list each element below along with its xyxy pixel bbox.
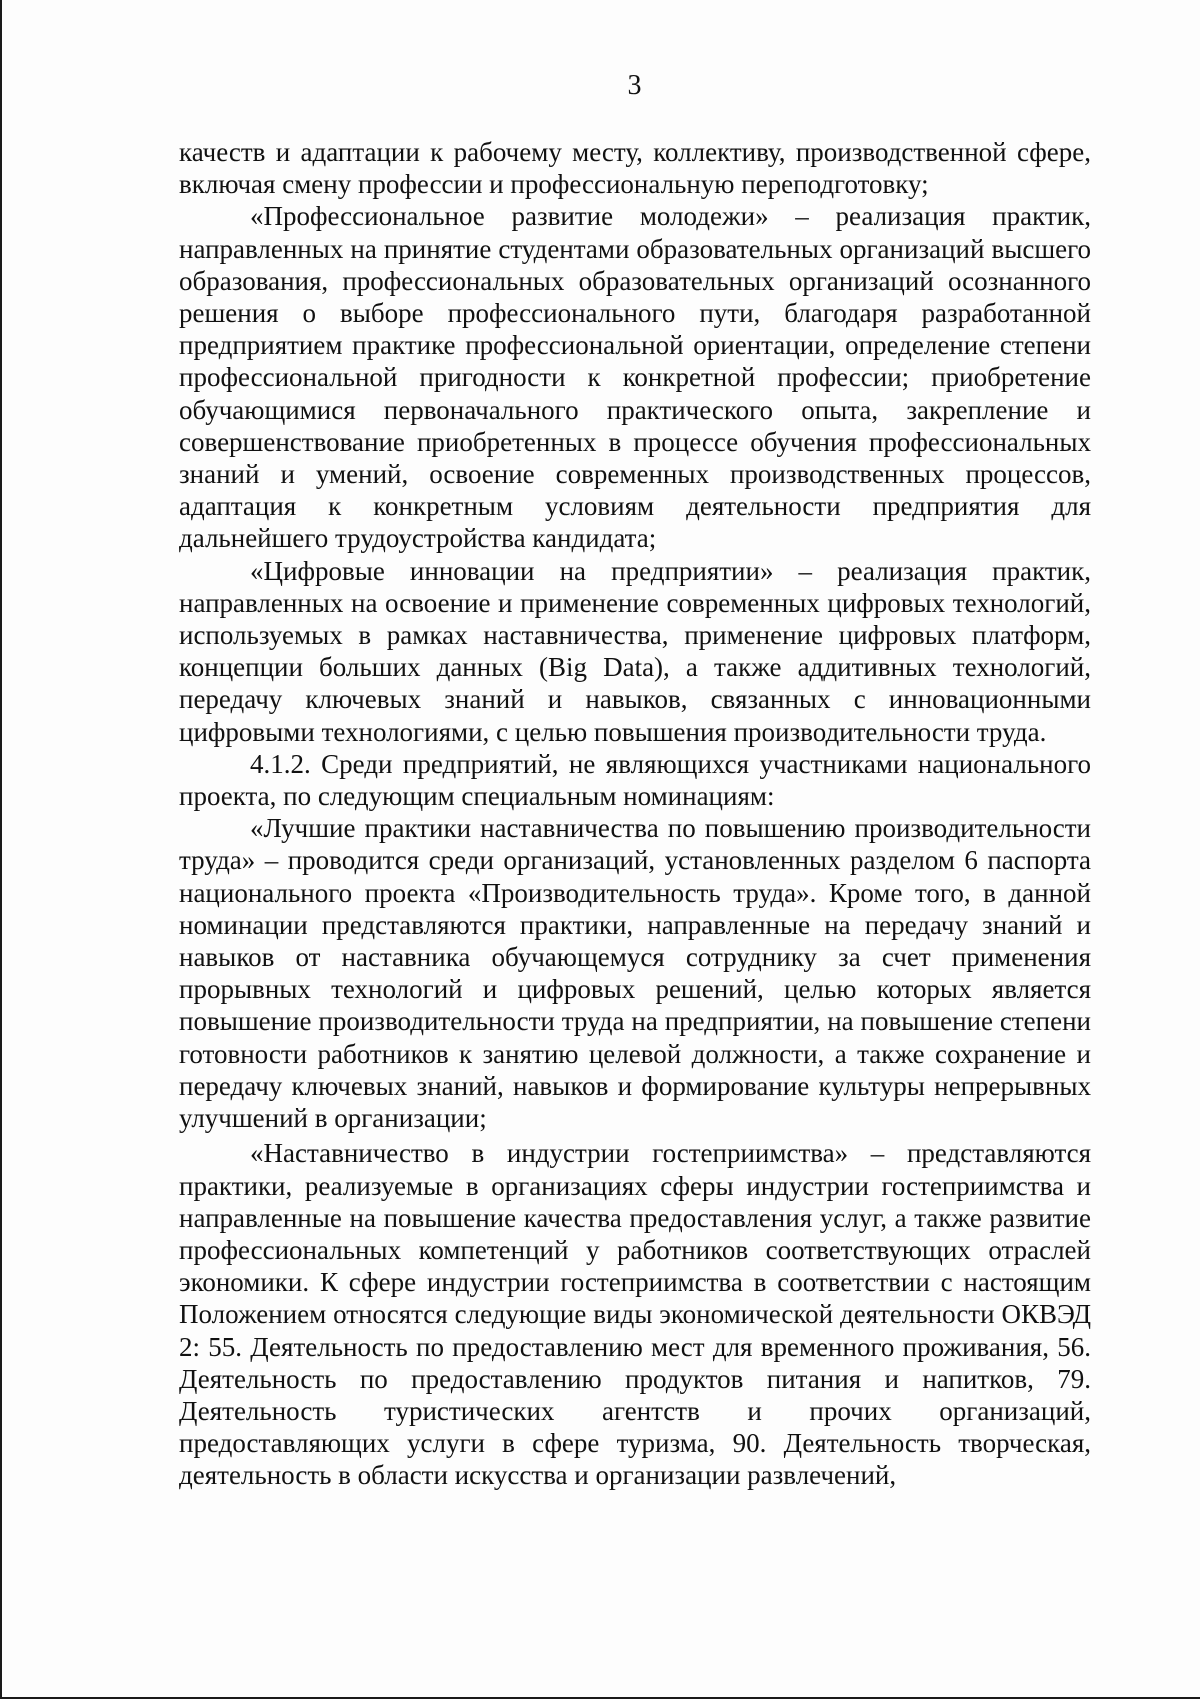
document-body <box>179 136 1091 1492</box>
paragraph-digital-innovation: «Цифровые инновации на предприятии» – реализация практик, направленных на освоение и применение современных цифровых технологий, используемых в рамках наставничества, применение цифровых платформ, концепции больших данных (Big Data), а также аддитивных технологий, передачу ключевых знаний и навыков, связанных с инновационными цифровыми технологиями, с целью повышения производительности труда. <box>179 555 1091 747</box>
paragraph-hospitality: «Наставничество в индустрии гостеприимства» – представляются практики, реализуемые в организациях сферы индустрии гостеприимства и направленные на повышение качества предоставления услуг, а также развитие профессиональных компетенций у работников соответствующих отраслей экономики. К сфере индустрии гостеприимства в соответствии с настоящим Положением относятся следующие виды экономической деятельности ОКВЭД 2: 55. Деятельность по предоставлению мест для временного проживания, 56. Деятельность по предоставлению продуктов питания и напитков, 79. Деятельность туристических агентств и прочих организаций, предоставляющих услуги в сфере туризма, 90. Деятельность творческая, деятельность в области искусства и организации развлечений, <box>179 1138 1091 1491</box>
paragraph-youth-development: «Профессиональное развитие молодежи» – реализация практик, направленных на принятие студентами образовательных организаций высшего образования, профессиональных образовательных организаций осознанного решения о выборе профессионального пути, благодаря разработанной предприятием практике профессиональной ориентации, определение степени профессиональной пригодности к конкретной профессии; приобретение обучающимися первоначального практического опыта, закрепление и совершенствование приобретенных в процессе обучения профессиональных знаний и умений, освоение современных производственных процессов, адаптация к конкретным условиям деятельности предприятия для дальнейшего трудоустройства кандидата; <box>179 201 1091 554</box>
paragraph-section-4-1-2: 4.1.2. Среди предприятий, не являющихся участниками национального проекта, по следующим специальным номинациям: <box>179 748 1091 812</box>
page-number: 3 <box>627 70 642 101</box>
paragraph-continuation: качеств и адаптации к рабочему месту, коллективу, производственной сфере, включая смену профессии и профессиональную переподготовку; <box>179 137 1091 200</box>
paragraph-best-practices: «Лучшие практики наставничества по повышению производительности труда» – проводится среди организаций, установленных разделом 6 паспорта национального проекта «Производительность труда». Кроме того, в данной номинации представляются практики, направленные на передачу знаний и навыков от наставника обучающемуся сотруднику за счет применения прорывных технологий и цифровых решений, целью которых является повышение производительности труда на предприятии, на повышение степени готовности работников к занятию целевой должности, а также сохранение и передачу ключевых знаний, навыков и формирование культуры непрерывных улучшений в организации; <box>179 813 1091 1134</box>
